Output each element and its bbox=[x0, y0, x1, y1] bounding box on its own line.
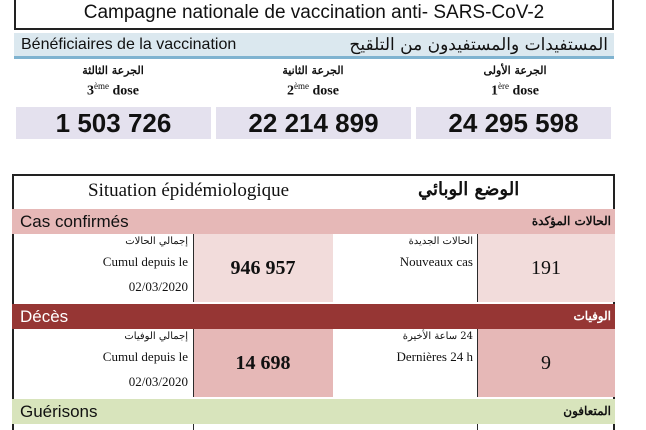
dose-2-label: 2ème dose bbox=[287, 81, 339, 99]
new-cases-label: الحالات الجديدة Nouveaux cas bbox=[399, 236, 473, 269]
cumulative-cases-value: 946 957 bbox=[230, 257, 296, 279]
dose-3-count: 1 503 726 bbox=[16, 107, 211, 139]
recoveries-label-fr: Guérisons bbox=[20, 402, 98, 421]
recent-deaths-value: 9 bbox=[541, 352, 551, 374]
vaccination-section-label-fr: Bénéficiaires de la vaccination bbox=[21, 36, 237, 53]
dose-1-label: 1ère dose bbox=[491, 81, 539, 99]
deaths-header bbox=[12, 304, 615, 329]
confirmed-cases-label-fr: Cas confirmés bbox=[20, 212, 129, 231]
confirmed-cases-header bbox=[12, 209, 615, 234]
dose-1-count: 24 295 598 bbox=[416, 107, 611, 139]
dose-2-count: 22 214 899 bbox=[216, 107, 411, 139]
dose-1-label-ar: الجرعة الأولى bbox=[483, 64, 547, 77]
recent-deaths-label: 24 ساعة الأخيرة Dernières 24 h bbox=[396, 331, 473, 364]
epidemiology-title-fr: Situation épidémiologique bbox=[88, 180, 290, 201]
deaths-label-ar: الوفيات bbox=[573, 309, 611, 323]
cumulative-deaths-label: إجمالي الوفيات Cumul depuis le 02/03/2020 bbox=[102, 331, 188, 389]
dose-3-header bbox=[18, 64, 208, 100]
dose-3-label: 3ème dose bbox=[87, 81, 139, 99]
vaccination-section-label-ar: المستفيدات والمستفيدون من التلقيح bbox=[349, 35, 608, 55]
new-cases-value: 191 bbox=[531, 257, 561, 279]
vaccination-section-header bbox=[14, 33, 614, 59]
divider bbox=[477, 424, 478, 430]
dose-2-label-ar: الجرعة الثانية bbox=[282, 64, 344, 77]
deaths-label-fr: Décès bbox=[20, 307, 69, 326]
recoveries-header bbox=[12, 399, 615, 424]
recoveries-label-ar: المتعافون bbox=[563, 404, 611, 418]
epidemiology-title bbox=[14, 179, 612, 207]
divider bbox=[193, 424, 194, 430]
dose-1-header bbox=[420, 64, 610, 100]
vaccination-title: Campagne nationale de vaccination anti- SARS-CoV-2 bbox=[14, 0, 614, 30]
dose-2-header bbox=[218, 64, 408, 100]
confirmed-cases-label-ar: الحالات المؤكدة bbox=[531, 214, 611, 228]
dose-3-label-ar: الجرعة الثالثة bbox=[82, 64, 144, 77]
epidemiology-title-ar: الوضع الوبائي bbox=[418, 179, 520, 200]
cumulative-cases-label: إجمالي الحالات Cumul depuis le 02/03/2020 bbox=[102, 236, 188, 294]
cumulative-deaths-value: 14 698 bbox=[235, 352, 291, 374]
